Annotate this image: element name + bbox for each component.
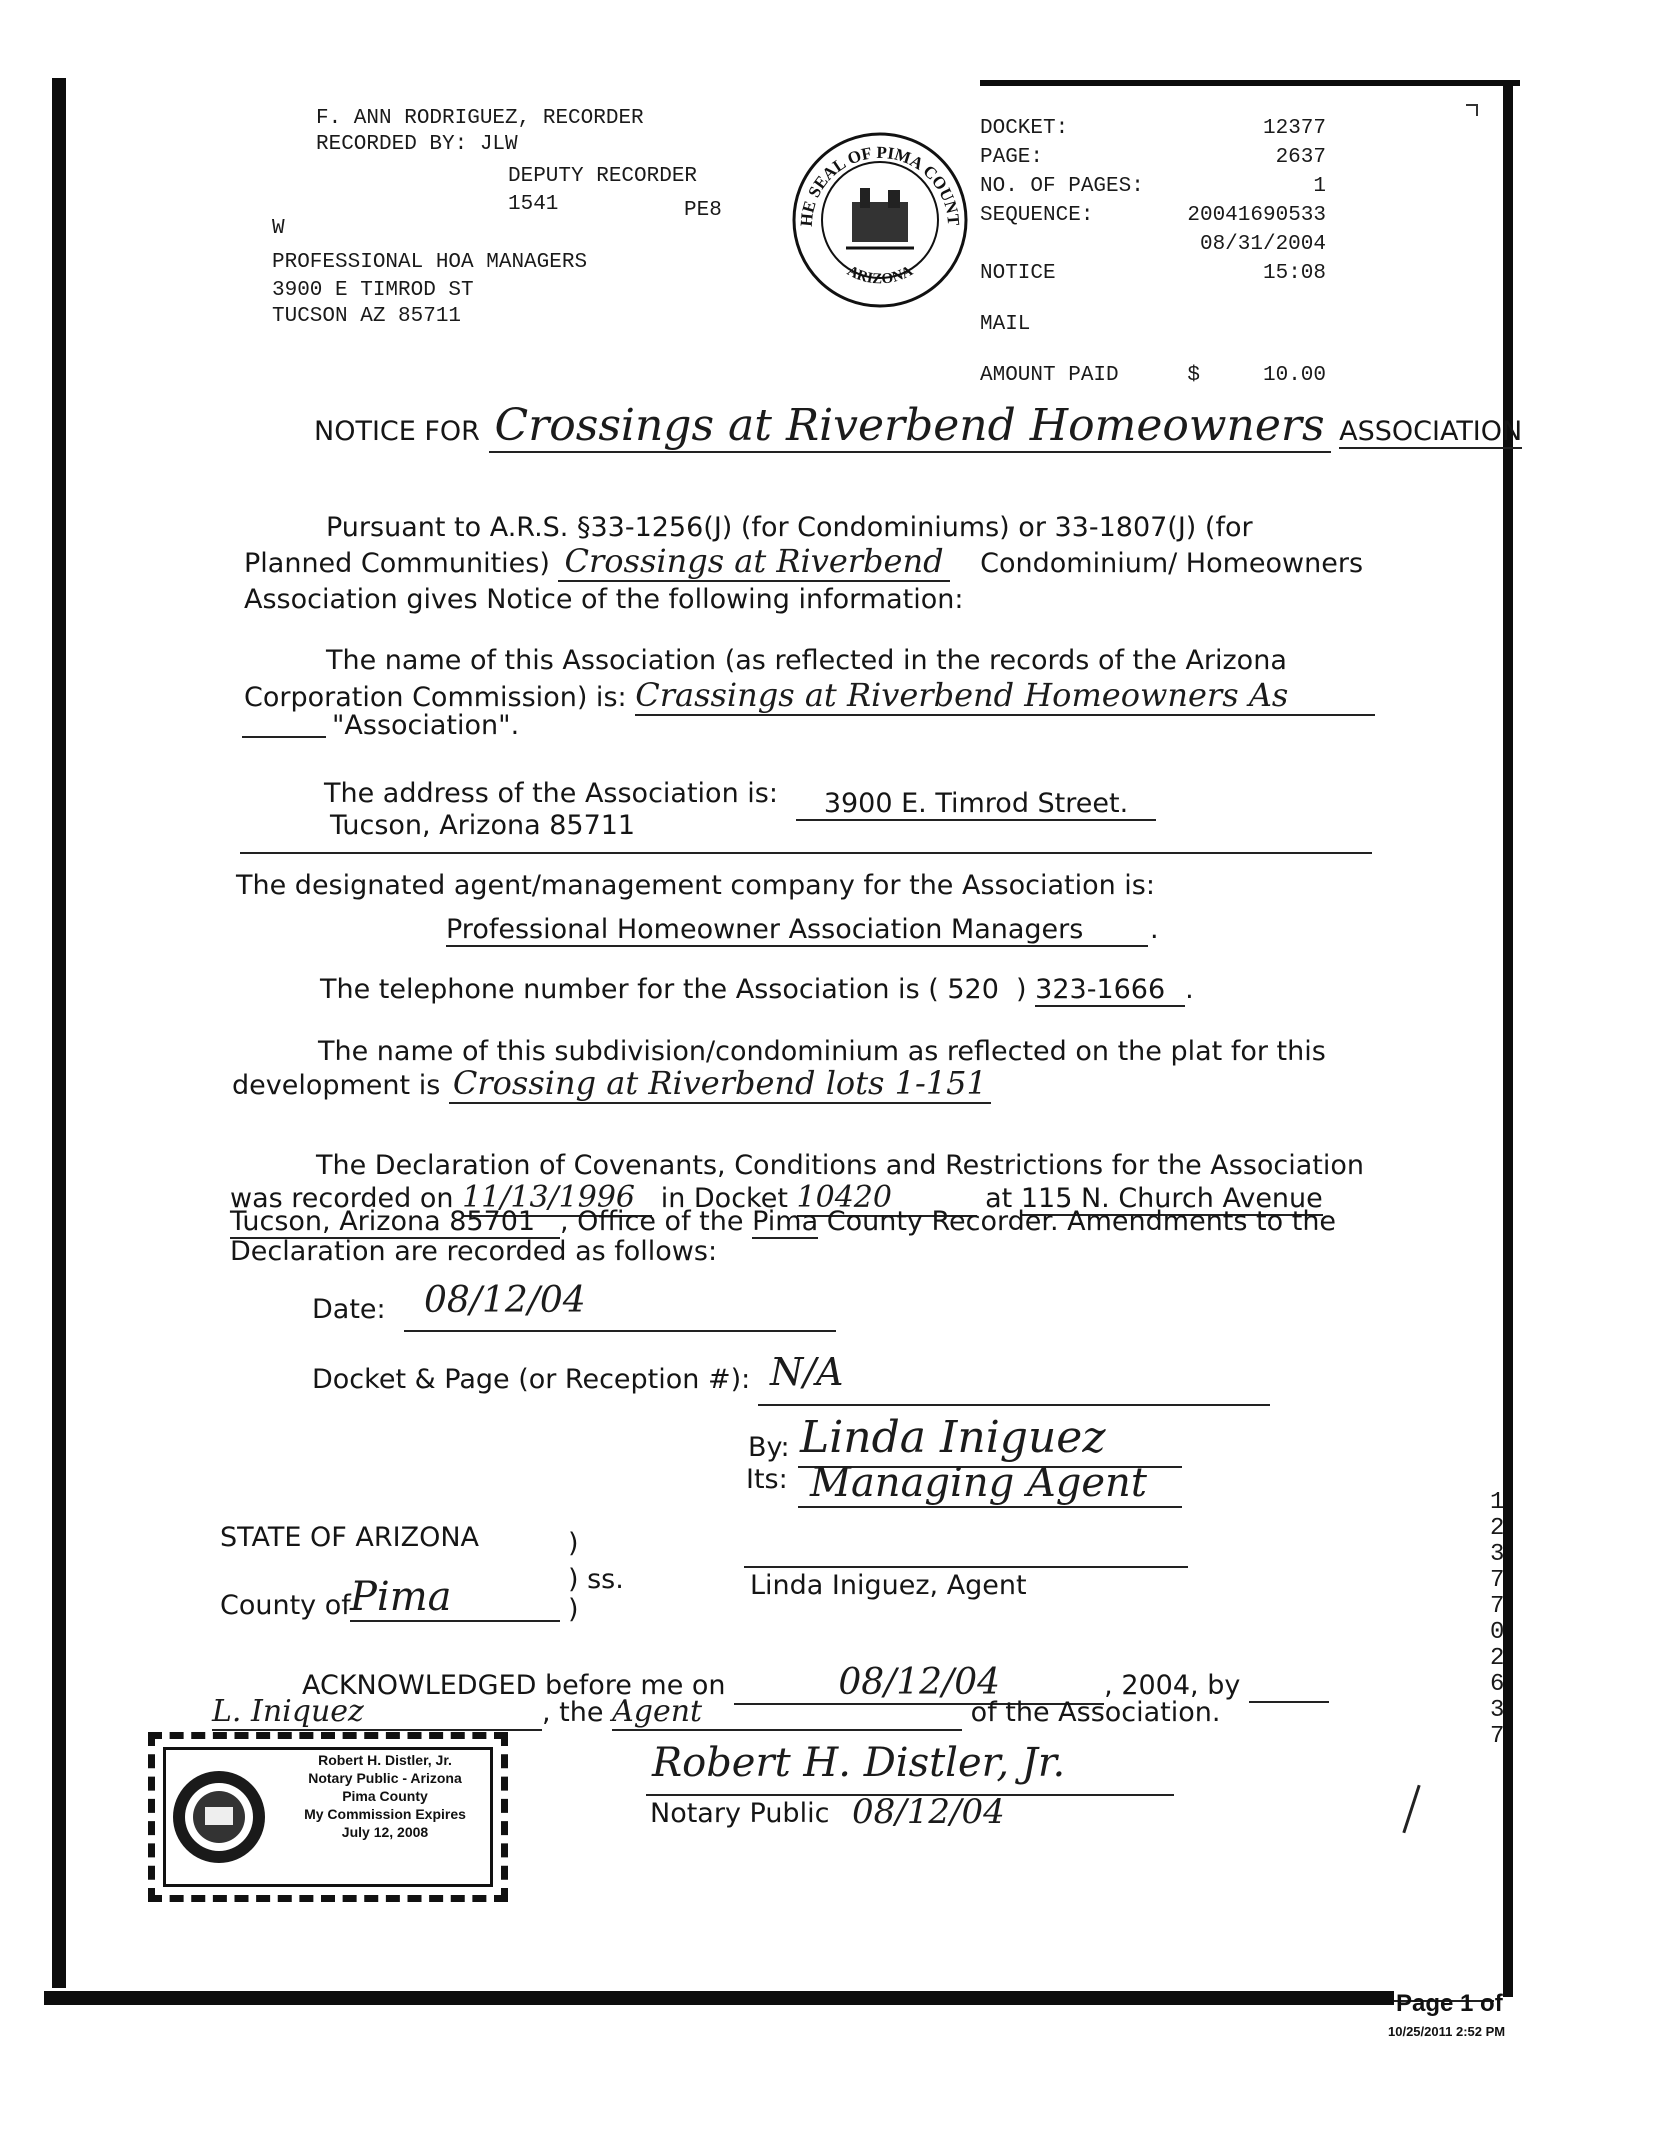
amount-label: AMOUNT PAID: [980, 364, 1119, 387]
ack-line2: [212, 1694, 1221, 1731]
para2-pre: Corporation Commission) is:: [244, 682, 627, 713]
para1-post: Condominium/ Homeowners: [980, 548, 1364, 579]
amendment-docket-value: N/A: [770, 1350, 844, 1394]
declaration-line1: The Declaration of Covenants, Conditions and Restrictions for the Association: [316, 1150, 1365, 1181]
recorded-time: 15:08: [1262, 262, 1326, 285]
w-mark: W: [272, 217, 285, 240]
amount-currency: $: [1187, 364, 1200, 387]
footer-timestamp: 10/25/2011 2:52 PM: [1388, 2024, 1506, 2039]
sequence-row: [980, 201, 1326, 230]
mail-label: MAIL: [980, 313, 1031, 336]
pages-value: 1: [1313, 175, 1326, 198]
page-value: 2637: [1275, 146, 1326, 169]
docket-value: 12377: [1262, 117, 1326, 140]
docket-row: [980, 114, 1326, 143]
ack-title: Agent: [612, 1694, 962, 1731]
stamp-expires: My Commission Expires: [304, 1806, 466, 1822]
return-city: TUCSON AZ 85711: [272, 305, 462, 328]
declaration-address: 115 N. Church Avenue: [1020, 1183, 1323, 1214]
subdivision-line2: [232, 1064, 991, 1104]
recorder-line-1: F. ANN RODRIGUEZ, RECORDER: [316, 107, 644, 130]
heading-association-name: Crossings at Riverbend Homeowners: [489, 400, 1331, 453]
notary-seal-icon: [169, 1767, 269, 1867]
para2-line3: "Association".: [332, 710, 520, 741]
amendment-date-label: Date:: [312, 1294, 386, 1325]
venue-county-label: County of: [220, 1590, 351, 1621]
venue-paren-3: ): [568, 1594, 579, 1625]
its-signature: Managing Agent: [810, 1460, 1147, 1506]
declaration-docket-label: in Docket: [660, 1183, 788, 1214]
by-signature: Linda Iniguez: [800, 1412, 1106, 1463]
para1-association-name: Crossings at Riverbend: [558, 542, 949, 582]
venue-ss: ) ss.: [568, 1564, 624, 1595]
ack-name: L. Iniquez: [212, 1694, 542, 1731]
declaration-county: Pima: [752, 1206, 819, 1237]
ack-year: , 2004, by: [1104, 1670, 1241, 1701]
amendment-date-value: 08/12/04: [424, 1280, 586, 1321]
footer-page: Page 1 of: [1396, 1990, 1503, 2017]
venue-paren-1: ): [568, 1528, 579, 1559]
address-line1: 3900 E. Timrod Street.: [796, 788, 1156, 821]
venue-county-value: Pima: [350, 1574, 560, 1622]
amount-value: 10.00: [1262, 364, 1326, 387]
declaration-recorded-date: 11/13/1996: [462, 1180, 652, 1217]
pages-label: NO. OF PAGES:: [980, 175, 1144, 198]
declaration-line4: Declaration are recorded as follows:: [230, 1236, 718, 1267]
svg-text:ARIZONA: [844, 263, 915, 288]
phone-area: 520: [947, 974, 999, 1005]
corner-mark: [1466, 104, 1478, 116]
stamp-date: July 12, 2008: [341, 1824, 429, 1840]
notice-heading: [314, 400, 1523, 453]
para1-line3: Association gives Notice of the following information:: [244, 584, 964, 615]
declaration-line3: [230, 1206, 1370, 1239]
seal-top-text: HE SEAL OF PIMA COUNT: [796, 142, 964, 228]
declaration-at: at: [985, 1183, 1013, 1214]
amount-row: [980, 361, 1326, 390]
side-page-number: 02637: [1490, 1619, 1505, 1750]
para1-line2: [244, 542, 1374, 582]
recorder-code-right: PE8: [684, 199, 722, 222]
notary-stamp: [148, 1732, 508, 1902]
address-underline: [240, 852, 1372, 854]
notice-label: NOTICE: [980, 262, 1056, 285]
scan-border-left: [52, 78, 66, 1988]
recorder-line-2: RECORDED BY: JLW: [316, 133, 518, 156]
return-name: PROFESSIONAL HOA MANAGERS: [272, 251, 588, 274]
notary-signature: Robert H. Distler, Jr.: [652, 1740, 1066, 1786]
stamp-county: Pima County: [342, 1788, 428, 1804]
para1-pre: Planned Communities): [244, 548, 550, 579]
docket-label: DOCKET:: [980, 117, 1069, 140]
para2-association-name: Crassings at Riverbend Homeowners As: [635, 676, 1375, 716]
its-label: Its:: [746, 1464, 788, 1495]
docket-block: [980, 114, 1326, 390]
subdivision-name: Crossing at Riverbend lots 1-151: [449, 1064, 991, 1104]
stamp-notary-title: Notary Public - Arizona: [308, 1770, 462, 1786]
amendment-date-line: [404, 1330, 836, 1332]
subdivision-pre: development is: [232, 1070, 441, 1101]
recorded-date: 08/31/2004: [1199, 233, 1326, 256]
scan-border-bottom: [44, 1991, 1394, 2005]
para2-blank: [242, 736, 326, 738]
seal-graphic: [790, 130, 970, 310]
subdivision-line1: The name of this subdivision/condominium as reflected on the plat for this: [318, 1036, 1326, 1067]
ack-by-blank: [1249, 1670, 1329, 1703]
sequence-value: 20041690533: [1187, 204, 1326, 227]
seal-bottom-text: ARIZONA: [844, 263, 916, 288]
agent-value: Professional Homeowner Association Managers: [446, 914, 1148, 947]
para2-line1: The name of this Association (as reflected in the records of the Arizona: [326, 645, 1287, 676]
phone-number: 323-1666: [1035, 974, 1185, 1007]
declaration-city: Tucson, Arizona 85701: [230, 1206, 560, 1239]
declaration-recorded-label: was recorded on: [230, 1183, 454, 1214]
sequence-label: SEQUENCE:: [980, 204, 1094, 227]
notary-label: Notary Public: [650, 1798, 830, 1829]
by-label: By:: [748, 1432, 790, 1463]
return-street: 3900 E TIMROD ST: [272, 279, 474, 302]
printed-name: Linda Iniguez, Agent: [750, 1570, 1027, 1601]
recorder-code-left: 1541: [508, 193, 559, 216]
stamp-text: [275, 1751, 495, 1841]
agent-period: .: [1150, 914, 1159, 945]
ack-the: , the: [542, 1697, 604, 1728]
ack-date: 08/12/04: [734, 1662, 1104, 1705]
declaration-amendments: County Recorder. Amendments to the: [826, 1206, 1337, 1237]
its-line: [798, 1506, 1182, 1508]
page-label: PAGE:: [980, 146, 1044, 169]
para1-line1: Pursuant to A.R.S. §33-1256(J) (for Condominiums) or 33-1807(J) (for: [326, 512, 1253, 543]
printed-name-line: [744, 1566, 1188, 1568]
notary-date: 08/12/04: [852, 1792, 1005, 1832]
declaration-docket: 10420: [797, 1180, 977, 1217]
ack-label: ACKNOWLEDGED before me on: [302, 1670, 726, 1701]
amendment-docket-label: Docket & Page (or Reception #):: [312, 1364, 751, 1395]
heading-suffix: ASSOCIATION: [1339, 416, 1523, 447]
stamp-notary-name: Robert H. Distler, Jr.: [318, 1752, 452, 1768]
phone-line: The telephone number for the Association is ( 520 ) 323-1666 .: [320, 974, 1194, 1005]
venue-state: STATE OF ARIZONA: [220, 1522, 480, 1553]
agent-label: The designated agent/management company for the Association is:: [236, 870, 1155, 901]
declaration-office: , Office of the: [560, 1206, 744, 1237]
pages-row: [980, 172, 1326, 201]
recorder-line-3: DEPUTY RECORDER: [508, 165, 698, 188]
side-docket-number: 12377: [1490, 1489, 1505, 1620]
scan-border-top: [980, 80, 1520, 86]
county-seal: [790, 130, 970, 310]
phone-label: The telephone number for the Association is (: [320, 974, 939, 1005]
amendment-docket-line: [758, 1404, 1270, 1406]
margin-slash: [1402, 1785, 1420, 1833]
page-row: [980, 143, 1326, 172]
ack-of-association: of the Association.: [970, 1697, 1221, 1728]
address-line2: Tucson, Arizona 85711: [330, 810, 636, 841]
address-label: The address of the Association is:: [324, 778, 778, 809]
heading-prefix: NOTICE FOR: [314, 416, 480, 447]
notice-row: [980, 259, 1326, 288]
